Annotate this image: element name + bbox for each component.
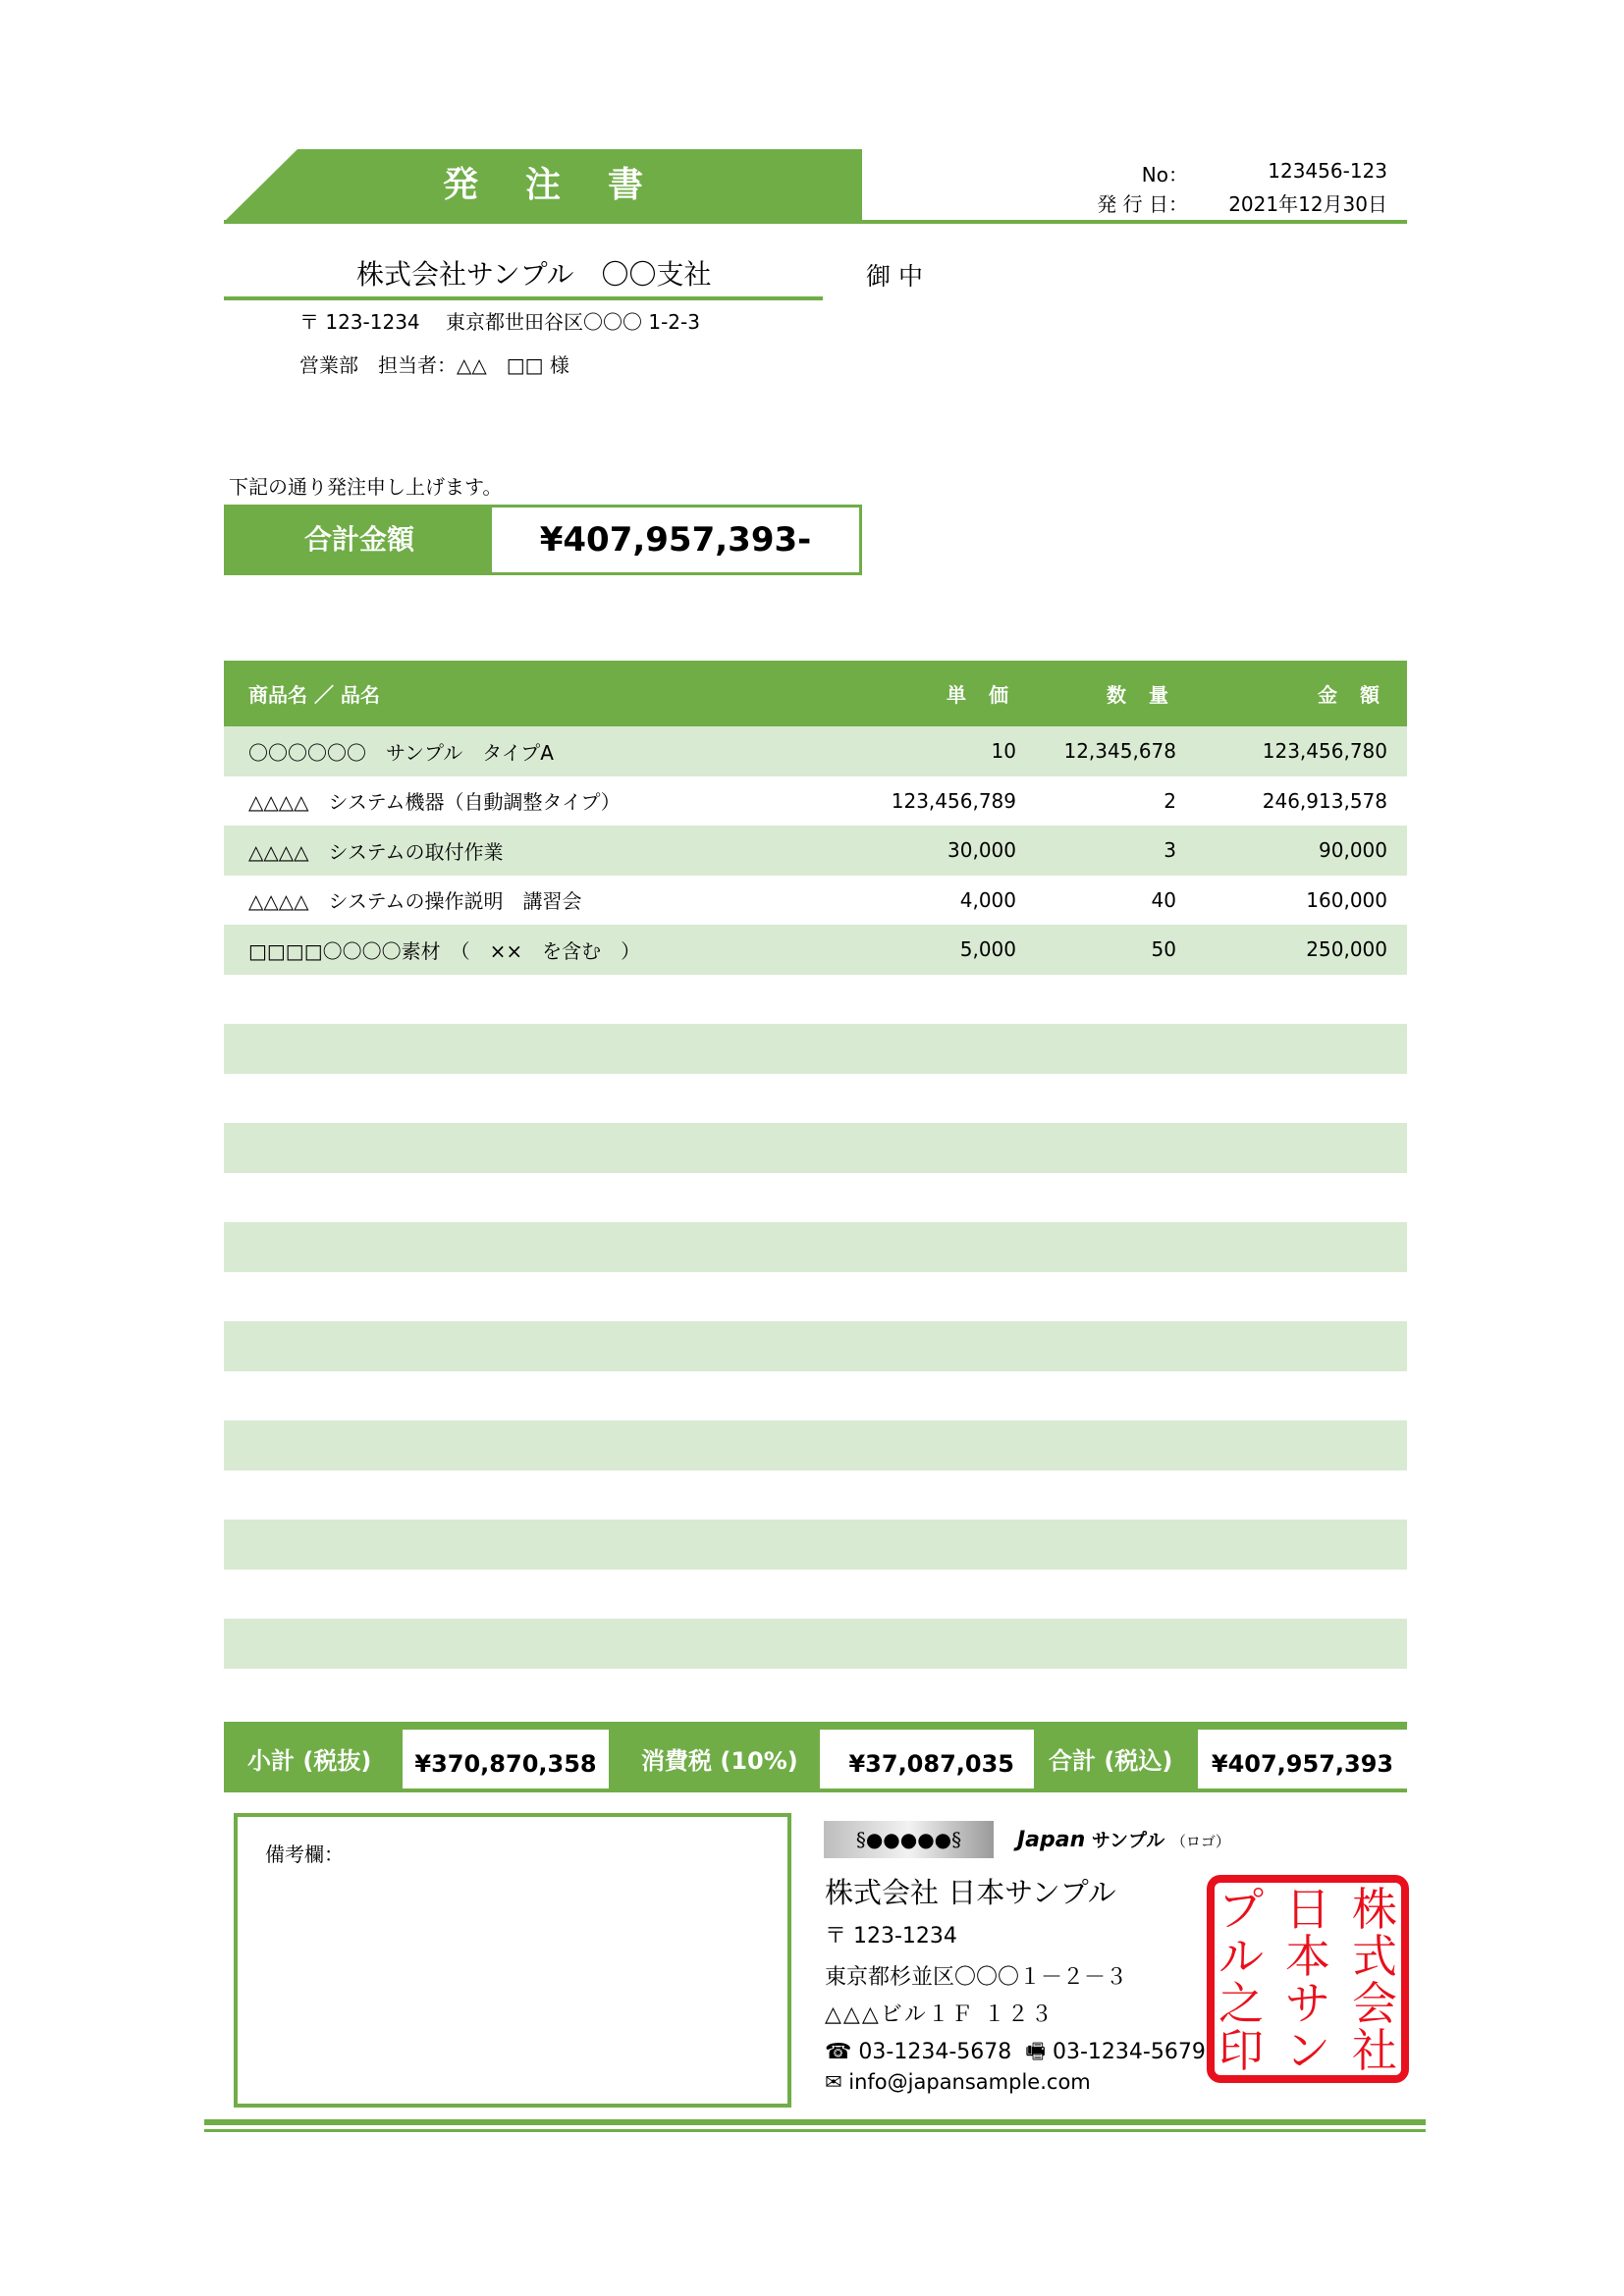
table-row — [224, 1222, 1407, 1272]
seal-character: ン — [1285, 2024, 1330, 2077]
total-amount-label: 合計金額 — [227, 507, 492, 572]
company-email: ✉ info@japansample.com — [825, 2070, 1091, 2094]
seal-character: 会 — [1352, 1977, 1397, 2030]
seal-character: ル — [1218, 1930, 1264, 1983]
intro-text: 下記の通り発注申し上げます。 — [229, 475, 503, 499]
header-unit-price: 単 価 — [947, 683, 1016, 707]
document-number: 123456-123 — [1268, 159, 1387, 183]
cell-quantity: 2 — [1164, 788, 1176, 813]
issue-date-label: 発 行 日： — [1097, 192, 1188, 216]
table-row — [224, 1074, 1407, 1124]
cell-quantity: 3 — [1164, 838, 1176, 863]
cell-item-name: △△△△ システムの取付作業 — [248, 839, 504, 864]
table-row — [224, 1321, 1407, 1371]
remarks-label: 備考欄： — [265, 1842, 344, 1866]
cell-item-name: 〇〇〇〇〇〇 サンプル タイプA — [248, 740, 554, 765]
grand-total-label: 合計 (税込) — [1049, 1747, 1173, 1775]
header-amount: 金 額 — [1318, 683, 1387, 707]
seal-icon — [1206, 1874, 1410, 2084]
seal-character: 日 — [1285, 1883, 1330, 1936]
footer-line-thin — [204, 2129, 1426, 2132]
table-header — [224, 661, 1407, 726]
company-zip: 〒 123-1234 — [825, 1924, 957, 1949]
table-row — [224, 1570, 1407, 1620]
table-body — [224, 726, 1407, 1669]
cell-item-name: △△△△ システム機器（自動調整タイプ） — [248, 790, 621, 815]
cell-amount: 123,456,780 — [1262, 739, 1387, 764]
table-row — [224, 1024, 1407, 1074]
header-quantity: 数 量 — [1107, 683, 1176, 707]
company-logo-mark: §●●●●●§ — [824, 1821, 994, 1858]
recipient-contact: 営業部 担当者：△△ □□ 様 — [299, 353, 569, 377]
cell-amount: 246,913,578 — [1262, 788, 1387, 813]
cell-amount: 160,000 — [1306, 887, 1387, 912]
tax-value: ¥37,087,035 — [820, 1730, 1034, 1789]
company-address-line1: 東京都杉並区〇〇〇１－２－３ — [825, 1965, 1128, 1990]
tax-label: 消費税 (10%) — [641, 1747, 798, 1775]
recipient-name: 株式会社サンプル 〇〇支社 — [356, 258, 712, 291]
cell-unit-price: 30,000 — [947, 838, 1016, 863]
document-number-label: No： — [1141, 163, 1188, 187]
cell-unit-price: 5,000 — [959, 937, 1016, 962]
company-address-line2: △△△ビル１Ｆ １２３ — [825, 2002, 1055, 2027]
table-row — [224, 925, 1407, 975]
logo-sample: サンプル — [1091, 1830, 1165, 1851]
table-row — [224, 1173, 1407, 1223]
table-row — [224, 1619, 1407, 1669]
subtotal-label: 小計 (税抜) — [247, 1747, 372, 1775]
company-seal-stamp — [1206, 1874, 1410, 2084]
logo-note: （ロゴ） — [1170, 1833, 1230, 1850]
logo-japan: Japan — [1017, 1828, 1086, 1852]
cell-amount: 90,000 — [1319, 838, 1387, 863]
table-row — [224, 1520, 1407, 1570]
table-row — [224, 1420, 1407, 1470]
cell-unit-price: 4,000 — [959, 887, 1016, 912]
total-amount-value: ¥407,957,393- — [539, 520, 812, 560]
seal-character: 社 — [1352, 2024, 1397, 2077]
company-name: 株式会社 日本サンプル — [825, 1876, 1116, 1909]
table-row — [224, 1123, 1407, 1173]
seal-character: 印 — [1218, 2024, 1264, 2077]
totals-bar — [224, 1722, 1407, 1792]
table-row — [224, 776, 1407, 827]
table-row — [224, 1470, 1407, 1521]
seal-character: 株 — [1352, 1883, 1397, 1936]
recipient-underline — [224, 296, 823, 300]
seal-character: 本 — [1285, 1930, 1330, 1983]
remarks-box — [234, 1813, 791, 2108]
cell-quantity: 40 — [1151, 887, 1176, 912]
issue-date: 2021年12月30日 — [1228, 192, 1387, 216]
grand-total-value: ¥407,957,393 — [1198, 1730, 1407, 1789]
seal-character: 式 — [1352, 1930, 1397, 1983]
title-underline — [224, 220, 1407, 224]
table-row — [224, 975, 1407, 1025]
seal-character: サ — [1285, 1977, 1330, 2030]
company-logo-text — [1017, 1826, 1230, 1852]
table-row — [224, 876, 1407, 926]
title-banner — [224, 149, 862, 222]
cell-unit-price: 10 — [991, 739, 1016, 764]
seal-character: 之 — [1218, 1977, 1264, 2030]
table-row — [224, 726, 1407, 776]
cell-quantity: 12,345,678 — [1063, 739, 1176, 764]
cell-quantity: 50 — [1151, 937, 1176, 962]
footer-line — [204, 2119, 1426, 2125]
company-phone-fax: ☎ 03-1234-5678 🖷 03-1234-5679 — [825, 2040, 1206, 2064]
cell-item-name: □□□□〇〇〇〇素材 （ ×× を含む ） — [248, 938, 641, 963]
cell-amount: 250,000 — [1306, 937, 1387, 962]
recipient-address: 〒 123-1234 東京都世田谷区〇〇〇 1-2-3 — [299, 310, 700, 334]
table-row — [224, 1272, 1407, 1322]
seal-character: プ — [1218, 1883, 1264, 1936]
cell-unit-price: 123,456,789 — [891, 788, 1016, 813]
table-row — [224, 1371, 1407, 1421]
items-table — [224, 661, 1407, 1669]
subtotal-value: ¥370,870,358 — [403, 1730, 609, 1789]
total-amount-box — [224, 505, 862, 575]
recipient-honorific: 御 中 — [866, 262, 923, 291]
cell-item-name: △△△△ システムの操作説明 講習会 — [248, 889, 582, 914]
document-title: 発注書 — [442, 165, 690, 205]
table-row — [224, 826, 1407, 876]
header-item-name: 商品名 ／ 品名 — [248, 683, 380, 707]
